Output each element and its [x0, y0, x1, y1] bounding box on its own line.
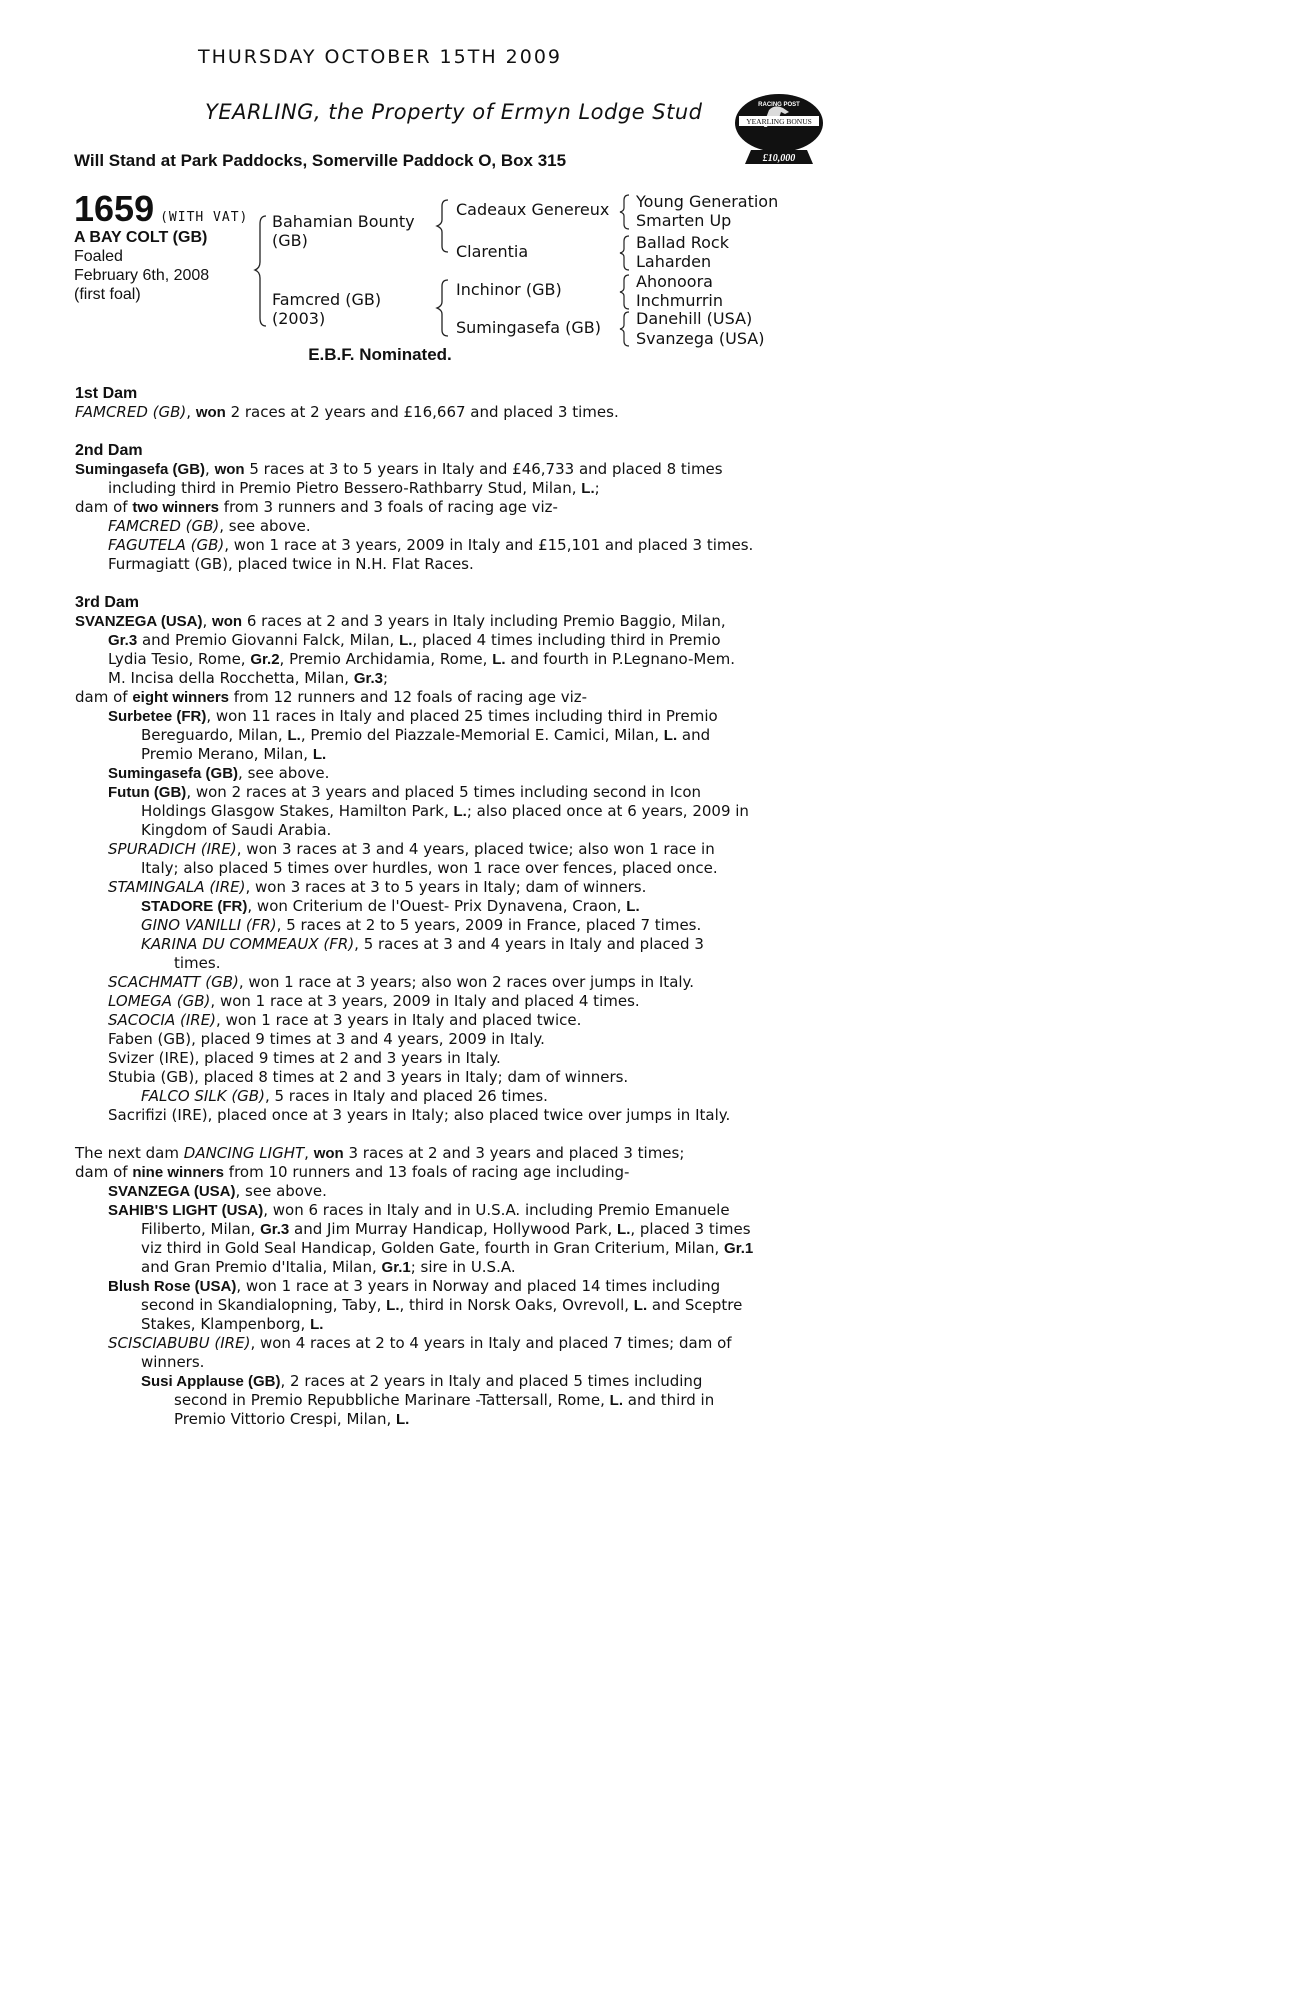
pedigree-dss: Ahonoora: [636, 272, 713, 291]
foaled-date: February 6th, 2008: [74, 267, 210, 284]
list-item: LOMEGA (GB), won 1 race at 3 years, 2009 in Italy and placed 4 times.: [108, 992, 640, 1010]
lot-number: 1659: [74, 188, 155, 229]
brace-dss-icon: [616, 272, 634, 312]
dam-year: (2003): [272, 309, 326, 328]
sire-name: Bahamian Bounty: [272, 212, 415, 231]
stand-location: Will Stand at Park Paddocks, Somerville Paddock O, Box 315: [74, 151, 567, 170]
pedigree-brace-icon: [252, 210, 272, 330]
brace-dds-icon: [616, 309, 634, 349]
list-item: SACOCIA (IRE), won 1 race at 3 years in Italy and placed twice.: [108, 1011, 582, 1029]
sale-date: THURSDAY OCTOBER 15TH 2009: [197, 46, 563, 68]
yearling-bonus-badge-icon: [729, 90, 829, 170]
list-item: Furmagiatt (GB), placed twice in N.H. Flat Races.: [108, 555, 474, 573]
list-item: GINO VANILLI (FR), 5 races at 2 to 5 years, 2009 in France, placed 7 times.: [141, 916, 702, 934]
list-item: KARINA DU COMMEAUX (FR), 5 races at 3 and 4 years in Italy and placed 3 times.: [141, 935, 704, 972]
lot-info: [74, 190, 274, 304]
list-item: FAMCRED (GB), see above.: [108, 517, 311, 535]
pedigree-dsd: Inchmurrin: [636, 291, 723, 310]
foal-note: (first foal): [74, 286, 141, 303]
list-item: Surbetee (FR), won 11 races in Italy and placed 25 times including third in Premio Bereguardo, Milan, L., Premio del Piazzale-Memorial E. Camici, Milan, L. and Premio Merano, Milan, L.: [108, 707, 718, 763]
foaled-label: Foaled: [74, 248, 123, 265]
next-dam-text: The next dam DANCING LIGHT, won 3 races at 2 and 3 years and placed 3 times;: [75, 1144, 685, 1162]
list-item: FAGUTELA (GB), won 1 race at 3 years, 2009 in Italy and £15,101 and placed 3 times.: [108, 536, 754, 554]
third-dam-produce-intro: dam of eight winners from 12 runners and 12 foals of racing age viz-: [75, 688, 588, 706]
list-item: Svizer (IRE), placed 9 times at 2 and 3 years in Italy.: [108, 1049, 501, 1067]
third-dam-text: SVANZEGA (USA), won 6 races at 2 and 3 years in Italy including Premio Baggio, Milan, Gr.3 and Premio Giovanni Falck, Milan, L., placed 4 times including third in Premio Lydia Tesio, Rome, Gr.2, Premio Archidamia, Rome, L. and fourth in P.Legnano-Mem. M. Incisa della Rocchetta, Milan, Gr.3;: [75, 612, 735, 687]
brace-sds-icon: [616, 233, 634, 273]
pedigree-ddd: Svanzega (USA): [636, 329, 765, 348]
sire-suffix: (GB): [272, 231, 308, 250]
pedigree-dam: [272, 290, 381, 328]
vat-note: (WITH VAT): [160, 210, 249, 225]
brace-sss-icon: [616, 192, 634, 232]
pedigree-sire: [272, 212, 415, 250]
badge-bottom-text: £10,000: [762, 153, 796, 164]
second-dam-produce-intro: dam of two winners from 3 runners and 3 foals of racing age viz-: [75, 498, 558, 516]
next-dam-produce-intro: dam of nine winners from 10 runners and 13 foals of racing age including-: [75, 1163, 630, 1181]
list-item: SCISCIABUBU (IRE), won 4 races at 2 to 4 years in Italy and placed 7 times; dam of winners.: [108, 1334, 732, 1371]
list-item: Stubia (GB), placed 8 times at 2 and 3 years in Italy; dam of winners.: [108, 1068, 629, 1086]
second-dam-text: Sumingasefa (GB), won 5 races at 3 to 5 years in Italy and £46,733 and placed 8 times including third in Premio Pietro Bessero-Rathbarry Stud, Milan, L.;: [75, 460, 723, 497]
pedigree-ds: Inchinor (GB): [456, 280, 562, 299]
ebf-nominated: E.B.F. Nominated.: [308, 345, 452, 364]
list-item: Susi Applause (GB), 2 races at 2 years in Italy and placed 5 times including second in Premio Repubbliche Marinare -Tattersall, Rome, L. and third in Premio Vittorio Crespi, Milan, L.: [141, 1372, 715, 1428]
list-item: STAMINGALA (IRE), won 3 races at 3 to 5 years in Italy; dam of winners.: [108, 878, 647, 896]
pedigree-ss: Cadeaux Genereux: [456, 200, 610, 219]
pedigree-sss: Young Generation: [636, 192, 779, 211]
list-item: SVANZEGA (USA), see above.: [108, 1182, 327, 1200]
list-item: Faben (GB), placed 9 times at 3 and 4 years, 2009 in Italy.: [108, 1030, 545, 1048]
horse-name: A BAY COLT (GB): [74, 229, 208, 246]
list-item: Futun (GB), won 2 races at 3 years and placed 5 times including second in Icon Holdings Glasgow Stakes, Hamilton Park, L.; also placed once at 6 years, 2009 in Kingdom of Saudi Arabia.: [108, 783, 749, 839]
third-dam-heading: 3rd Dam: [75, 594, 140, 611]
pedigree-sds: Ballad Rock: [636, 233, 729, 252]
pedigree-dd: Sumingasefa (GB): [456, 318, 601, 337]
badge-middle-text: YEARLING BONUS: [746, 117, 812, 126]
first-dam-heading: 1st Dam: [75, 385, 138, 402]
first-dam-text: FAMCRED (GB), won 2 races at 2 years and £16,667 and placed 3 times.: [75, 403, 619, 421]
list-item: SPURADICH (IRE), won 3 races at 3 and 4 years, placed twice; also won 1 race in Italy; also placed 5 times over hurdles, won 1 race over fences, placed once.: [108, 840, 718, 877]
list-item: STADORE (FR), won Criterium de l'Ouest- Prix Dynavena, Craon, L.: [141, 897, 640, 915]
produce-record: [75, 384, 755, 1429]
list-item: SAHIB'S LIGHT (USA), won 6 races in Italy and in U.S.A. including Premio Emanuele Filiberto, Milan, Gr.3 and Jim Murray Handicap, Hollywood Park, L., placed 3 times viz third in Gold Seal Handicap, Golden Gate, fourth in Gran Criterium, Milan, Gr.1 and Gran Premio d'Italia, Milan, Gr.1; sire in U.S.A.: [108, 1201, 754, 1276]
pedigree-sdd: Laharden: [636, 252, 712, 271]
pedigree-dds: Danehill (USA): [636, 309, 753, 328]
dam-brace-icon: [434, 276, 454, 340]
list-item: FALCO SILK (GB), 5 races in Italy and placed 26 times.: [141, 1087, 548, 1105]
pedigree-sd: Clarentia: [456, 242, 529, 261]
sire-brace-icon: [434, 196, 454, 256]
list-item: Blush Rose (USA), won 1 race at 3 years in Norway and placed 14 times including second in Skandialopning, Taby, L., third in Norsk Oaks, Ovrevoll, L. and Sceptre Stakes, Klampenborg, L.: [108, 1277, 743, 1333]
lot-title: YEARLING, the Property of Ermyn Lodge Stud: [205, 100, 703, 124]
second-dam-heading: 2nd Dam: [75, 442, 143, 459]
list-item: Sumingasefa (GB), see above.: [108, 764, 330, 782]
pedigree-ssd: Smarten Up: [636, 211, 732, 230]
badge-top-text: RACING POST: [758, 102, 800, 108]
list-item: Sacrifizi (IRE), placed once at 3 years in Italy; also placed twice over jumps in Italy.: [108, 1106, 731, 1124]
dam-name: Famcred (GB): [272, 290, 382, 309]
list-item: SCACHMATT (GB), won 1 race at 3 years; also won 2 races over jumps in Italy.: [108, 973, 695, 991]
